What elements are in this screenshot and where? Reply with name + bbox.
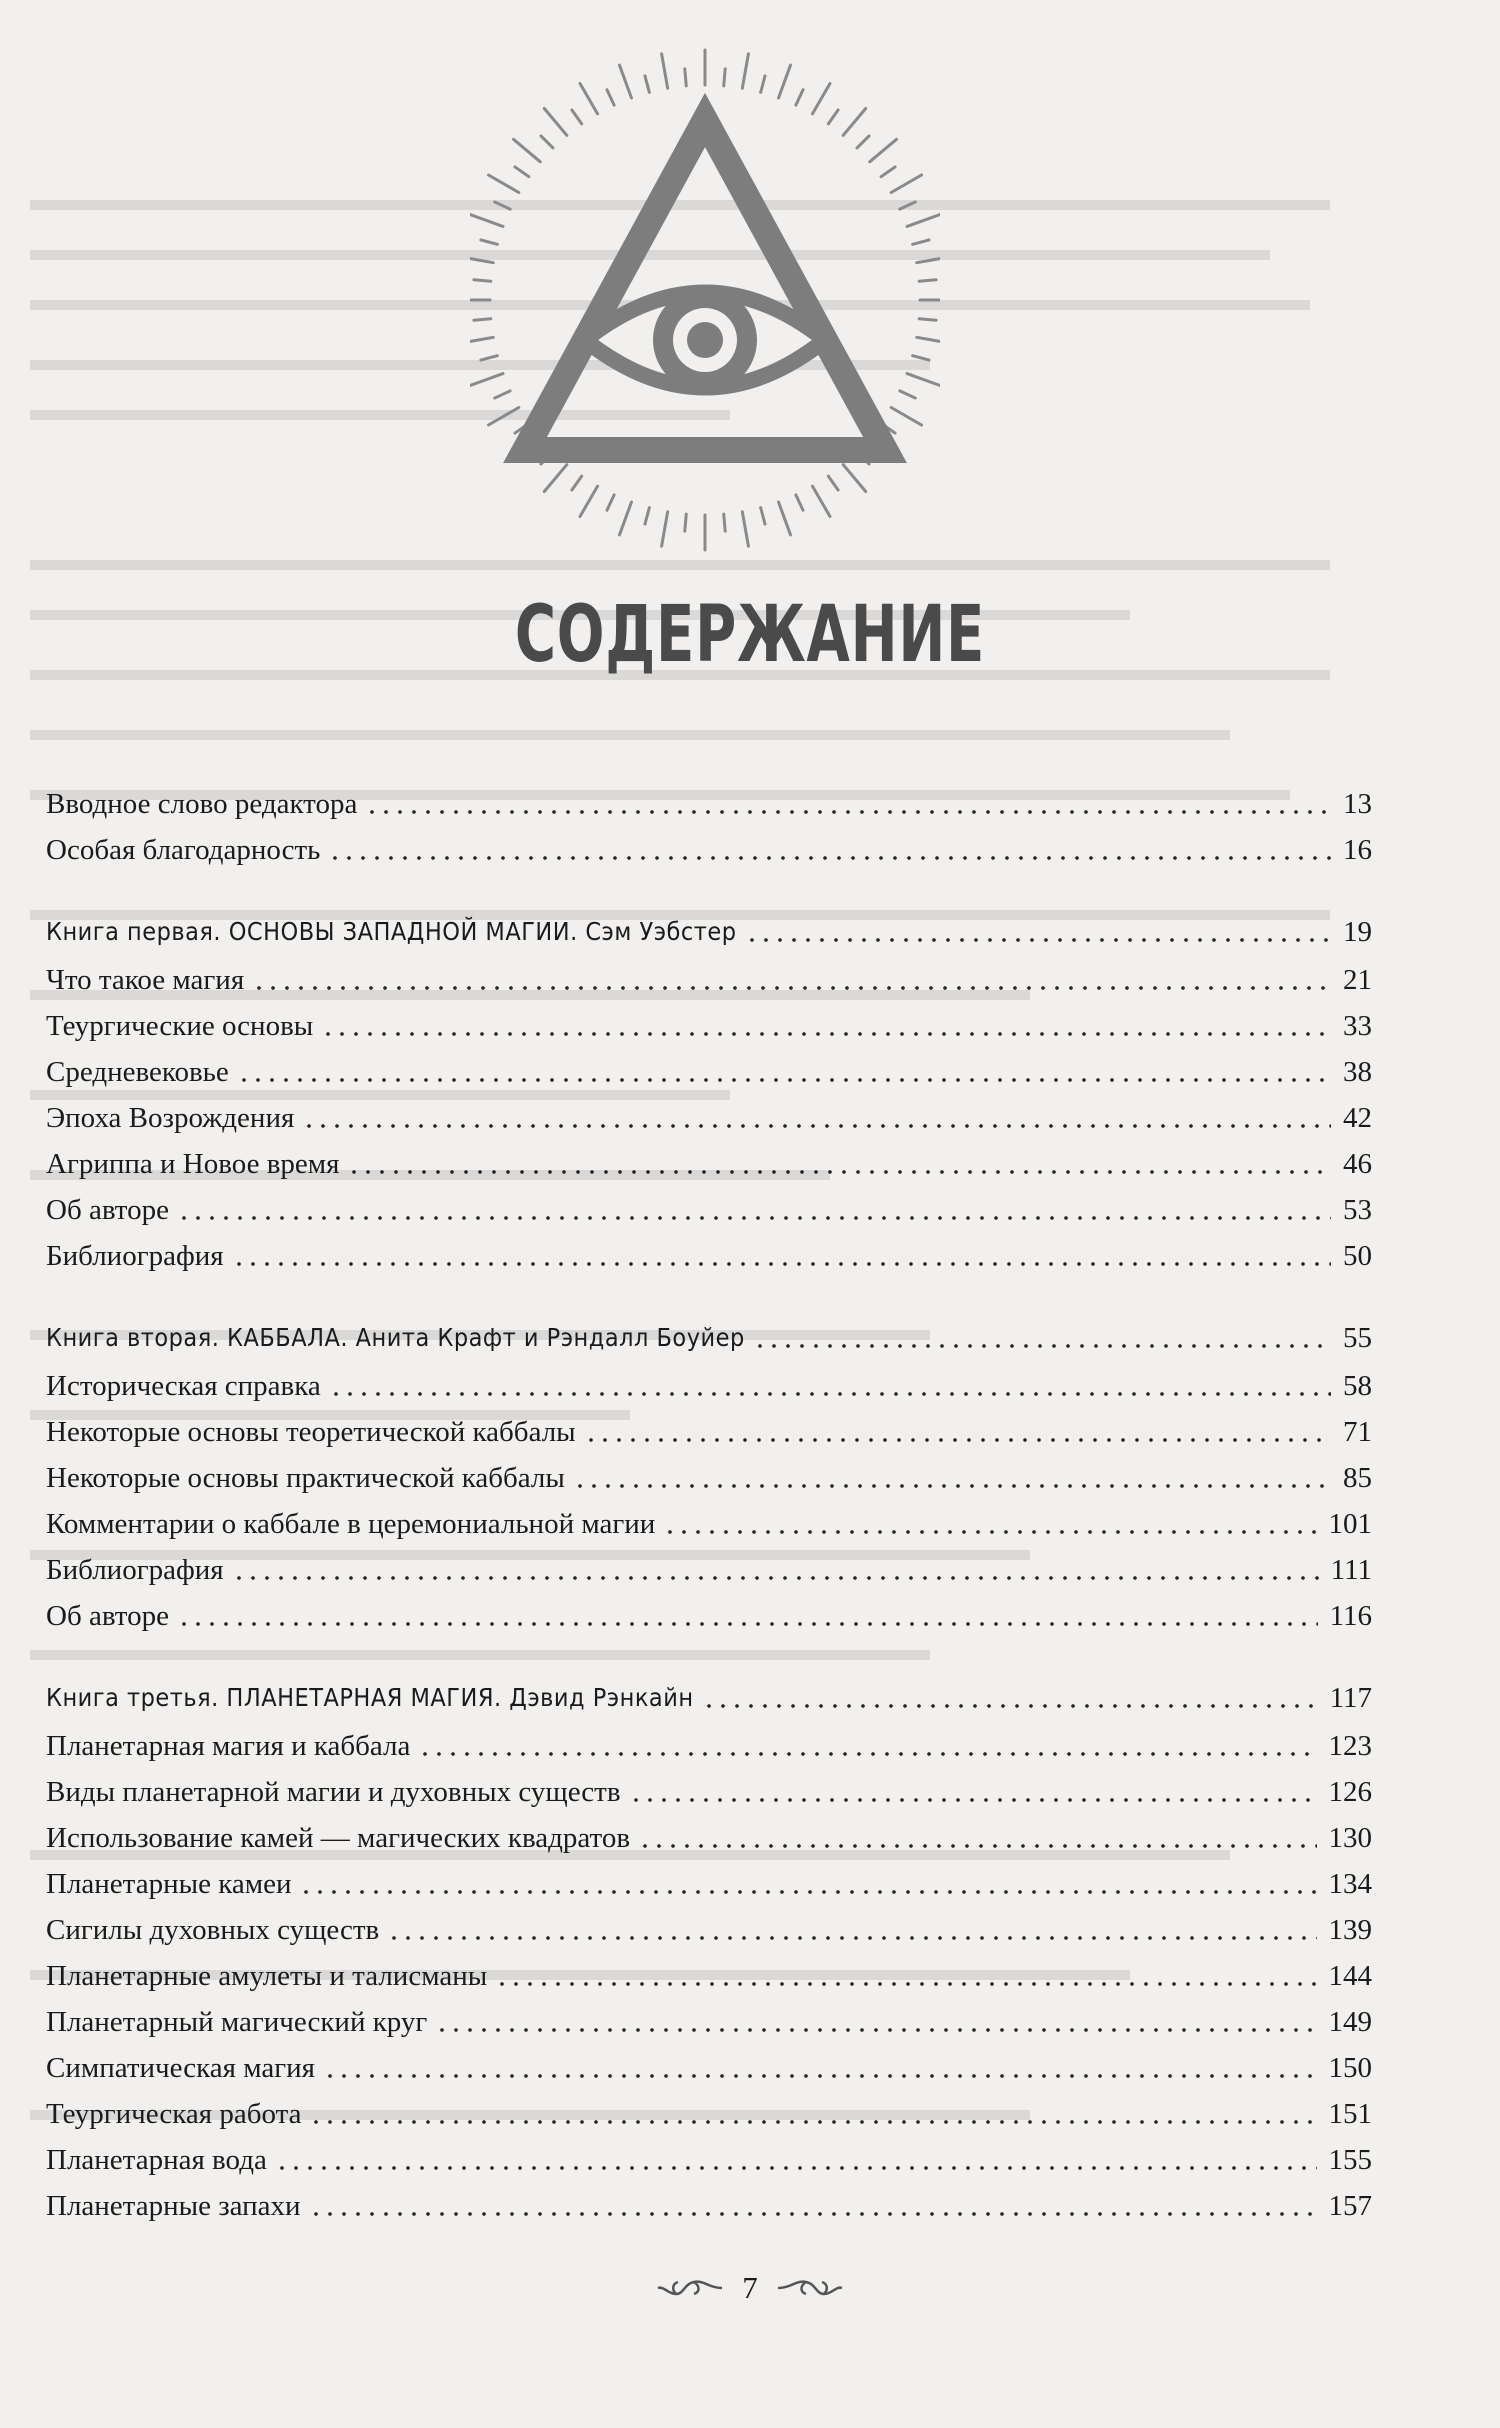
emblem-ray bbox=[796, 495, 803, 510]
emblem-ray bbox=[843, 465, 865, 492]
emblem-ray bbox=[685, 514, 686, 531]
toc-entry-page: 111 bbox=[1330, 1554, 1372, 1586]
emblem-ray bbox=[607, 495, 614, 510]
toc-entry-label: Планетарные амулеты и талисманы bbox=[46, 1960, 488, 1992]
emblem-ray bbox=[761, 76, 765, 92]
toc-entry-label: Книга третья. ПЛАНЕТАРНАЯ МАГИЯ. Дэвид Рэнкайн bbox=[46, 1683, 694, 1712]
emblem-ray bbox=[724, 69, 725, 86]
toc-entry bbox=[46, 1904, 1372, 1950]
emblem-ray bbox=[541, 136, 553, 148]
emblem-ray bbox=[870, 139, 897, 161]
toc-entry-page: 71 bbox=[1343, 1416, 1372, 1448]
toc-entry-page: 130 bbox=[1328, 1822, 1372, 1854]
emblem-ray bbox=[580, 83, 598, 113]
emblem-ray bbox=[495, 202, 510, 209]
dot-leader bbox=[584, 1438, 1331, 1442]
toc-book-heading bbox=[46, 906, 1372, 952]
dot-leader bbox=[745, 938, 1331, 942]
dot-leader bbox=[237, 1078, 1331, 1082]
toc-entry-page: 58 bbox=[1343, 1370, 1372, 1402]
emblem-ray bbox=[474, 319, 491, 320]
emblem-ray bbox=[607, 90, 614, 105]
emblem-ray bbox=[828, 110, 838, 124]
page-number-ornament bbox=[0, 2268, 1500, 2308]
emblem-ray bbox=[470, 374, 503, 386]
dot-leader bbox=[321, 1032, 1331, 1036]
emblem-ray bbox=[742, 512, 748, 546]
emblem-ray bbox=[495, 391, 510, 398]
dot-leader bbox=[638, 1844, 1316, 1848]
toc-entry-page: 85 bbox=[1343, 1462, 1372, 1494]
emblem-ray bbox=[857, 136, 869, 148]
emblem-ray bbox=[913, 240, 929, 244]
toc-entry-label: Теургическая работа bbox=[46, 2098, 302, 2130]
emblem-ray bbox=[761, 508, 765, 524]
toc-entry-label: Об авторе bbox=[46, 1194, 169, 1226]
toc-entry-label: Средневековье bbox=[46, 1056, 229, 1088]
emblem-ray bbox=[828, 476, 838, 490]
toc-entry-label: Библиография bbox=[46, 1554, 224, 1586]
toc-entry-page: 21 bbox=[1343, 964, 1372, 996]
emblem-ray bbox=[544, 108, 566, 135]
emblem-ray bbox=[470, 337, 493, 343]
toc-entry-page: 157 bbox=[1328, 2190, 1372, 2222]
dot-leader bbox=[177, 1216, 1331, 1220]
toc-entry bbox=[46, 1950, 1372, 1996]
dot-leader bbox=[753, 1344, 1331, 1348]
toc-book-heading bbox=[46, 1312, 1372, 1358]
toc-entry-label: Агриппа и Новое время bbox=[46, 1148, 340, 1180]
toc-entry bbox=[46, 1184, 1372, 1230]
emblem-ray bbox=[619, 65, 631, 98]
dot-leader bbox=[323, 2074, 1317, 2078]
dot-leader bbox=[275, 2166, 1317, 2170]
toc-entry-label: Книга вторая. КАББАЛА. Анита Крафт и Рэндалл Боуйер bbox=[46, 1323, 745, 1352]
emblem-ray bbox=[907, 374, 940, 386]
toc-entry-label: Планетарный магический круг bbox=[46, 2006, 428, 2038]
toc-entry bbox=[46, 1092, 1372, 1138]
toc-entry bbox=[46, 954, 1372, 1000]
toc-entry-page: 46 bbox=[1343, 1148, 1372, 1180]
toc-entry bbox=[46, 1138, 1372, 1184]
toc-entry-page: 101 bbox=[1328, 1508, 1372, 1540]
dot-leader bbox=[495, 1982, 1316, 1986]
toc-entry-label: Комментарии о каббале в церемониальной магии bbox=[46, 1508, 656, 1540]
toc-entry-label: Эпоха Возрождения bbox=[46, 1102, 295, 1134]
toc-entry-label: Симпатическая магия bbox=[46, 2052, 315, 2084]
emblem-ray bbox=[843, 108, 865, 135]
toc-entry-label: Виды планетарной магии и духовных существ bbox=[46, 1776, 621, 1808]
dot-leader bbox=[347, 1170, 1331, 1174]
toc-book-heading bbox=[46, 1672, 1372, 1718]
toc-entry-page: 123 bbox=[1328, 1730, 1372, 1762]
dot-leader bbox=[177, 1622, 1318, 1626]
emblem-ray bbox=[796, 90, 803, 105]
dot-leader bbox=[387, 1936, 1316, 1940]
emblem-ray bbox=[481, 240, 497, 244]
toc-entry-page: 116 bbox=[1329, 1600, 1372, 1632]
toc-entry-page: 16 bbox=[1343, 834, 1372, 866]
toc-entry-page: 33 bbox=[1343, 1010, 1372, 1042]
toc-entry bbox=[46, 1590, 1372, 1636]
toc-entry-page: 42 bbox=[1343, 1102, 1372, 1134]
toc-entry bbox=[46, 1812, 1372, 1858]
toc-entry bbox=[46, 824, 1372, 870]
toc-entry-label: Сигилы духовных существ bbox=[46, 1914, 380, 1946]
dot-leader bbox=[252, 986, 1331, 990]
toc-entry-page: 50 bbox=[1343, 1240, 1372, 1272]
toc-entry bbox=[46, 1046, 1372, 1092]
toc-entry bbox=[46, 1858, 1372, 1904]
toc-entry-page: 144 bbox=[1328, 1960, 1372, 1992]
emblem-ray bbox=[900, 391, 915, 398]
toc-entry bbox=[46, 2180, 1372, 2226]
emblem-ray bbox=[662, 512, 668, 546]
toc-entry bbox=[46, 2042, 1372, 2088]
emblem-ray bbox=[813, 486, 831, 516]
toc-entry-page: 38 bbox=[1343, 1056, 1372, 1088]
toc-entry bbox=[46, 1452, 1372, 1498]
dot-leader bbox=[328, 856, 1331, 860]
emblem-ray bbox=[544, 465, 566, 492]
dot-leader bbox=[573, 1484, 1331, 1488]
emblem-ray bbox=[891, 408, 921, 426]
toc-entry-label: Планетарная магия и каббала bbox=[46, 1730, 411, 1762]
toc-entry-label: Планетарные запахи bbox=[46, 2190, 301, 2222]
dot-leader bbox=[232, 1262, 1331, 1266]
emblem-ray bbox=[481, 356, 497, 360]
toc-entry-page: 150 bbox=[1328, 2052, 1372, 2084]
page-title: СОДЕРЖАНИЕ bbox=[514, 590, 986, 680]
dot-leader bbox=[629, 1798, 1317, 1802]
emblem-ray bbox=[907, 214, 940, 226]
toc-entry-page: 117 bbox=[1329, 1682, 1372, 1714]
emblem-ray bbox=[813, 83, 831, 113]
emblem-ray bbox=[685, 69, 686, 86]
toc-entry-label: Планетарные камеи bbox=[46, 1868, 292, 1900]
emblem-ray bbox=[724, 514, 725, 531]
eye-of-providence-icon bbox=[470, 40, 940, 560]
dot-leader bbox=[232, 1576, 1319, 1580]
toc-entry-label: Использование камей — магических квадратов bbox=[46, 1822, 631, 1854]
emblem-ray bbox=[572, 476, 582, 490]
emblem-ray bbox=[645, 76, 649, 92]
emblem-ray bbox=[779, 502, 791, 535]
toc-entry-label: Что такое магия bbox=[46, 964, 245, 996]
toc-entry-label: Об авторе bbox=[46, 1600, 169, 1632]
emblem-ray bbox=[917, 337, 940, 343]
dot-leader bbox=[663, 1530, 1316, 1534]
dot-leader bbox=[329, 1392, 1331, 1396]
emblem-ray bbox=[891, 175, 921, 193]
toc-entry bbox=[46, 1720, 1372, 1766]
dot-leader bbox=[435, 2028, 1316, 2032]
toc-entry-page: 139 bbox=[1328, 1914, 1372, 1946]
toc-entry bbox=[46, 1000, 1372, 1046]
toc-entry bbox=[46, 1544, 1372, 1590]
toc-entry bbox=[46, 2088, 1372, 2134]
toc-entry-page: 19 bbox=[1343, 916, 1372, 948]
toc-entry bbox=[46, 1406, 1372, 1452]
toc-entry bbox=[46, 1996, 1372, 2042]
emblem-ray bbox=[900, 202, 915, 209]
toc-entry-label: Историческая справка bbox=[46, 1370, 321, 1402]
toc-entry-page: 13 bbox=[1343, 788, 1372, 820]
emblem-ray bbox=[779, 65, 791, 98]
emblem-ray bbox=[917, 257, 940, 263]
dot-leader bbox=[418, 1752, 1316, 1756]
emblem-ray bbox=[742, 54, 748, 88]
toc-entry-label: Библиография bbox=[46, 1240, 224, 1272]
toc-entry-page: 53 bbox=[1343, 1194, 1372, 1226]
emblem-ray bbox=[488, 408, 518, 426]
emblem-ray bbox=[470, 214, 503, 226]
emblem-ray bbox=[619, 502, 631, 535]
toc-entry-label: Планетарная вода bbox=[46, 2144, 267, 2176]
toc-entry-label: Книга первая. ОСНОВЫ ЗАПАДНОЙ МАГИИ. Сэм Уэбстер bbox=[46, 917, 737, 946]
dot-leader bbox=[365, 810, 1331, 814]
toc-entry-label: Вводное слово редактора bbox=[46, 788, 358, 820]
emblem-ray bbox=[515, 167, 529, 177]
emblem-ray bbox=[662, 54, 668, 88]
dot-leader bbox=[309, 2120, 1316, 2124]
toc-entry bbox=[46, 2134, 1372, 2180]
emblem-ray bbox=[913, 356, 929, 360]
page-number: 7 bbox=[742, 2270, 758, 2305]
toc-entry-label: Некоторые основы практической каббалы bbox=[46, 1462, 565, 1494]
toc-entry bbox=[46, 1498, 1372, 1544]
toc-entry-label: Особая благодарность bbox=[46, 834, 321, 866]
emblem-ray bbox=[580, 486, 598, 516]
dot-leader bbox=[309, 2212, 1317, 2216]
toc-entry-page: 155 bbox=[1328, 2144, 1372, 2176]
toc-entry-page: 149 bbox=[1328, 2006, 1372, 2038]
left-flourish-icon bbox=[654, 2276, 724, 2300]
emblem-ray bbox=[919, 319, 936, 320]
emblem-ray bbox=[645, 508, 649, 524]
emblem-ray bbox=[919, 280, 936, 281]
toc-entry bbox=[46, 1230, 1372, 1276]
emblem-ray bbox=[488, 175, 518, 193]
emblem-ray bbox=[513, 139, 540, 161]
toc-entry bbox=[46, 778, 1372, 824]
toc-entry-label: Некоторые основы теоретической каббалы bbox=[46, 1416, 576, 1448]
right-flourish-icon bbox=[776, 2276, 846, 2300]
toc-entry-page: 151 bbox=[1328, 2098, 1372, 2130]
toc-entry-page: 134 bbox=[1328, 1868, 1372, 1900]
toc-entry-label: Теургические основы bbox=[46, 1010, 314, 1042]
toc-entry bbox=[46, 1360, 1372, 1406]
dot-leader bbox=[302, 1124, 1331, 1128]
toc-entry-page: 55 bbox=[1343, 1322, 1372, 1354]
emblem-ray bbox=[572, 110, 582, 124]
toc-entry bbox=[46, 1766, 1372, 1812]
emblem-ray bbox=[470, 257, 493, 263]
dot-leader bbox=[299, 1890, 1316, 1894]
emblem-ray bbox=[881, 167, 895, 177]
dot-leader bbox=[702, 1704, 1318, 1708]
emblem-ray bbox=[474, 280, 491, 281]
toc-entry-page: 126 bbox=[1328, 1776, 1372, 1808]
